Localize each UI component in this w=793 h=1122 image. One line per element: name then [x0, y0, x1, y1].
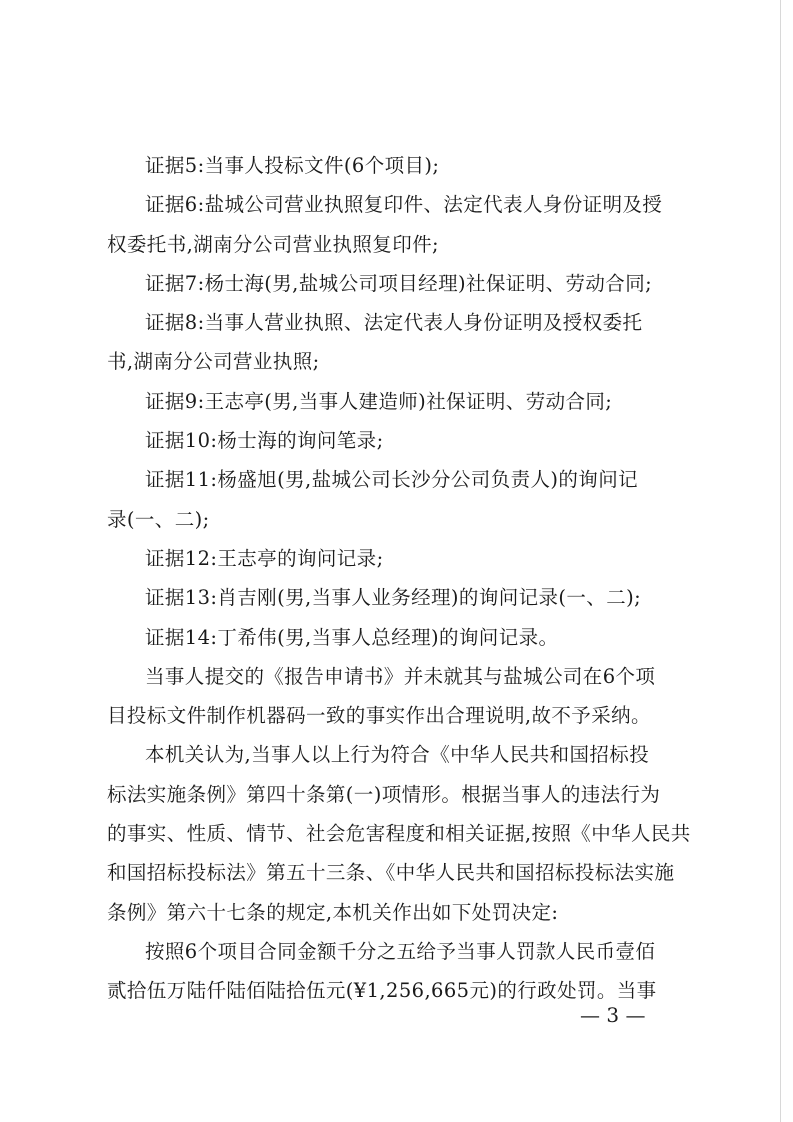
text-line: 证据14:丁希伟(男,当事人总经理)的询问记录。	[145, 625, 559, 649]
text-line: 证据7:杨士海(男,盐城公司项目经理)社保证明、劳动合同;	[145, 271, 653, 295]
text-line: 按照6个项目合同金额千分之五给予当事人罚款人民币壹佰	[145, 939, 656, 963]
text-line: 标法实施条例》第四十条第(一)项情形。根据当事人的违法行为	[107, 782, 661, 806]
text-line: 贰拾伍万陆仟陆佰陆拾伍元(¥1,256,665元)的行政处罚。当事	[107, 979, 657, 1003]
text-line: 证据9:王志亭(男,当事人建造师)社保证明、劳动合同;	[145, 389, 613, 413]
text-line: 的事实、性质、情节、社会危害程度和相关证据,按照《中华人民共	[107, 822, 691, 846]
text-line: 当事人提交的《报告申请书》并未就其与盐城公司在6个项	[145, 664, 656, 688]
document-body	[107, 146, 691, 1011]
text-line: 权委托书,湖南分公司营业执照复印件;	[107, 232, 439, 256]
text-line: 证据5:当事人投标文件(6个项目);	[145, 154, 440, 177]
text-line: 条例》第六十七条的规定,本机关作出如下处罚决定:	[107, 900, 559, 924]
text-line: 证据6:盐城公司营业执照复印件、法定代表人身份证明及授	[145, 193, 663, 217]
text-line: 录(一、二);	[107, 507, 210, 531]
page-number: — 3 —	[580, 1003, 646, 1027]
text-line: 证据11:杨盛旭(男,盐城公司长沙分公司负责人)的询问记	[145, 468, 638, 492]
page-edge-line	[780, 0, 781, 1122]
text-line: 本机关认为,当事人以上行为符合《中华人民共和国招标投	[145, 743, 650, 767]
text-line: 和国招标投标法》第五十三条、《中华人民共和国招标投标法实施	[107, 861, 675, 885]
text-line: 目投标文件制作机器码一致的事实作出合理说明,故不予采纳。	[107, 704, 651, 728]
text-line: 证据10:杨士海的询问笔录;	[145, 429, 384, 453]
text-line: 证据13:肖吉刚(男,当事人业务经理)的询问记录(一、二);	[145, 586, 642, 610]
text-line: 证据8:当事人营业执照、法定代表人身份证明及授权委托	[145, 311, 643, 335]
text-line: 书,湖南分公司营业执照;	[107, 350, 320, 374]
text-line: 证据12:王志亭的询问记录;	[145, 546, 384, 570]
